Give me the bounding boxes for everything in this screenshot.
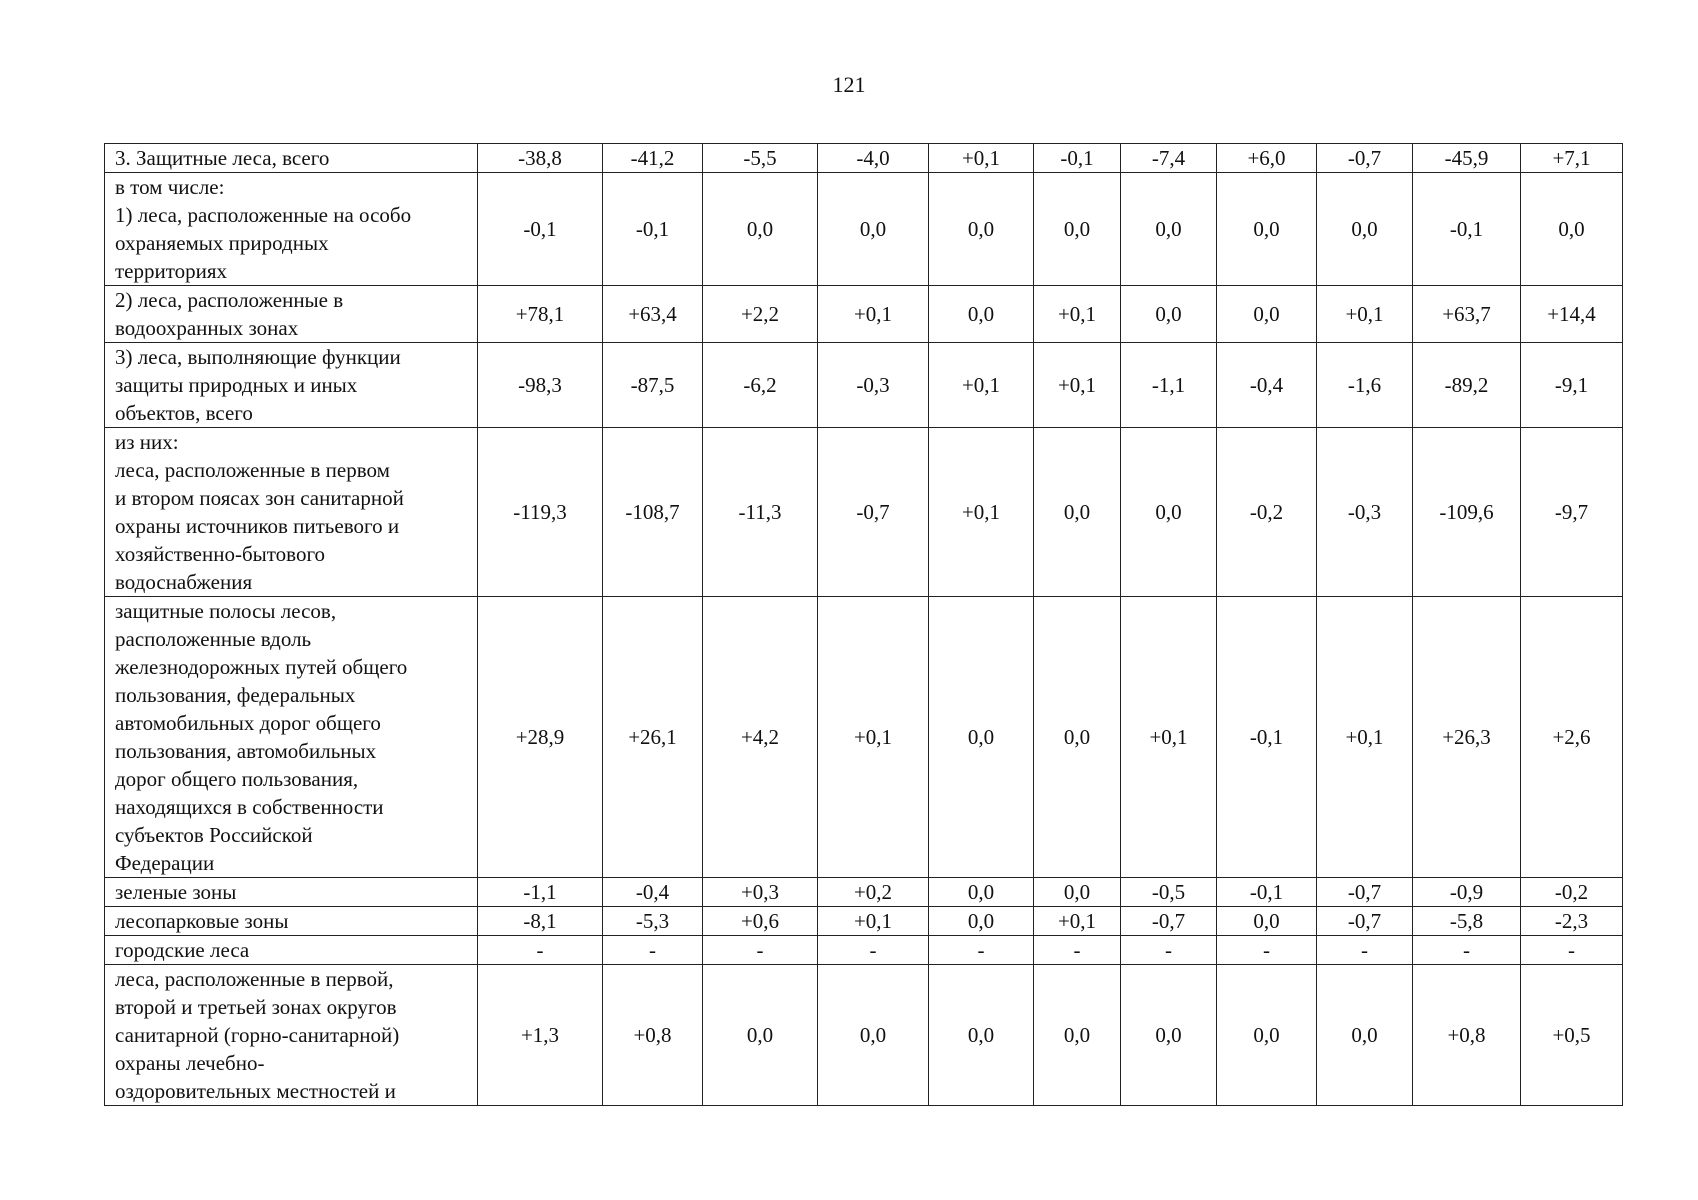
value-cell: -9,7 — [1521, 428, 1623, 597]
value-cell: -0,4 — [603, 878, 703, 907]
value-cell: +0,8 — [1413, 965, 1521, 1106]
row-label-line: защиты природных и иных — [115, 373, 358, 397]
value-cell: 0,0 — [818, 173, 929, 286]
value-cell: -87,5 — [603, 343, 703, 428]
value-cell: -8,1 — [478, 907, 603, 936]
value-cell: 0,0 — [1121, 428, 1217, 597]
value-cell: +6,0 — [1217, 144, 1317, 173]
row-label-line: 3. Защитные леса, всего — [115, 146, 330, 170]
value-cell: - — [1317, 936, 1413, 965]
row-label — [105, 907, 478, 936]
row-label-line: Федерации — [115, 851, 215, 875]
value-cell: -0,9 — [1413, 878, 1521, 907]
row-label-line: охраны лечебно- — [115, 1051, 265, 1075]
row-label-line: 3) леса, выполняющие функции — [115, 345, 401, 369]
value-cell: -0,2 — [1521, 878, 1623, 907]
value-cell: - — [603, 936, 703, 965]
value-cell: +14,4 — [1521, 286, 1623, 343]
table-row — [105, 286, 1623, 343]
row-label-line: хозяйственно-бытового — [115, 542, 326, 566]
row-label-line: 2) леса, расположенные в — [115, 288, 344, 312]
value-cell: +0,6 — [703, 907, 818, 936]
value-cell: -0,7 — [1317, 878, 1413, 907]
value-cell: +26,1 — [603, 597, 703, 878]
row-label-line: второй и третьей зонах округов — [115, 995, 397, 1019]
value-cell: 0,0 — [1034, 878, 1121, 907]
row-label-line: железнодорожных путей общего — [115, 655, 408, 679]
row-label-line: водоснабжения — [115, 570, 253, 594]
value-cell: -89,2 — [1413, 343, 1521, 428]
value-cell: -0,5 — [1121, 878, 1217, 907]
value-cell: +28,9 — [478, 597, 603, 878]
row-label-line: расположенные вдоль — [115, 627, 312, 651]
value-cell: -1,1 — [1121, 343, 1217, 428]
value-cell: 0,0 — [1034, 428, 1121, 597]
table-row — [105, 343, 1623, 428]
value-cell: +0,3 — [703, 878, 818, 907]
table-row — [105, 965, 1623, 1106]
value-cell: - — [1034, 936, 1121, 965]
value-cell: 0,0 — [1217, 173, 1317, 286]
row-label-line: леса, расположенные в первой, — [115, 967, 394, 991]
value-cell: -0,7 — [1317, 144, 1413, 173]
value-cell: - — [1413, 936, 1521, 965]
value-cell: -0,1 — [1217, 597, 1317, 878]
value-cell: - — [1217, 936, 1317, 965]
table-row — [105, 878, 1623, 907]
value-cell: 0,0 — [929, 286, 1034, 343]
value-cell: +2,2 — [703, 286, 818, 343]
value-cell: 0,0 — [1217, 965, 1317, 1106]
table-row — [105, 428, 1623, 597]
page-number: 121 — [832, 72, 866, 97]
value-cell: - — [818, 936, 929, 965]
row-label — [105, 965, 478, 1106]
row-label-line: лесопарковые зоны — [115, 909, 289, 933]
value-cell: -7,4 — [1121, 144, 1217, 173]
table-row — [105, 597, 1623, 878]
row-label-line: объектов, всего — [115, 401, 253, 425]
row-label-line: леса, расположенные в первом — [115, 458, 390, 482]
value-cell: 0,0 — [929, 173, 1034, 286]
value-cell: +4,2 — [703, 597, 818, 878]
value-cell: +0,5 — [1521, 965, 1623, 1106]
value-cell: 0,0 — [1121, 965, 1217, 1106]
value-cell: -108,7 — [603, 428, 703, 597]
value-cell: -0,7 — [818, 428, 929, 597]
row-label — [105, 428, 478, 597]
row-label-line: пользования, федеральных — [115, 683, 356, 707]
row-label — [105, 286, 478, 343]
value-cell: -109,6 — [1413, 428, 1521, 597]
value-cell: +7,1 — [1521, 144, 1623, 173]
row-label-line: из них: — [115, 430, 179, 454]
value-cell: +1,3 — [478, 965, 603, 1106]
table-body — [105, 144, 1623, 1106]
value-cell: +26,3 — [1413, 597, 1521, 878]
value-cell: +0,1 — [929, 144, 1034, 173]
value-cell: +0,1 — [1317, 286, 1413, 343]
row-label-line: пользования, автомобильных — [115, 739, 377, 763]
value-cell: - — [1121, 936, 1217, 965]
value-cell: +0,1 — [929, 343, 1034, 428]
value-cell: -38,8 — [478, 144, 603, 173]
value-cell: +0,1 — [1317, 597, 1413, 878]
value-cell: -98,3 — [478, 343, 603, 428]
value-cell: 0,0 — [1217, 907, 1317, 936]
value-cell: +0,1 — [818, 907, 929, 936]
value-cell: -2,3 — [1521, 907, 1623, 936]
value-cell: -5,5 — [703, 144, 818, 173]
value-cell: 0,0 — [1317, 173, 1413, 286]
value-cell: -4,0 — [818, 144, 929, 173]
row-label-line: водоохранных зонах — [115, 316, 299, 340]
value-cell: -11,3 — [703, 428, 818, 597]
row-label-line: 1) леса, расположенные на особо — [115, 203, 412, 227]
value-cell: -6,2 — [703, 343, 818, 428]
row-label — [105, 878, 478, 907]
value-cell: +78,1 — [478, 286, 603, 343]
value-cell: +0,2 — [818, 878, 929, 907]
value-cell: 0,0 — [929, 878, 1034, 907]
row-label-line: защитные полосы лесов, — [115, 599, 337, 623]
row-label-line: в том числе: — [115, 175, 225, 199]
value-cell: 0,0 — [703, 173, 818, 286]
row-label-line: субъектов Российской — [115, 823, 313, 847]
value-cell: 0,0 — [703, 965, 818, 1106]
value-cell: - — [478, 936, 603, 965]
row-label — [105, 343, 478, 428]
row-label-line: находящихся в собственности — [115, 795, 384, 819]
value-cell: 0,0 — [1121, 173, 1217, 286]
value-cell: -0,7 — [1317, 907, 1413, 936]
row-label-line: охраняемых природных — [115, 231, 329, 255]
row-label — [105, 936, 478, 965]
row-label-line: охраны источников питьевого и — [115, 514, 400, 538]
value-cell: 0,0 — [929, 907, 1034, 936]
value-cell: -0,1 — [478, 173, 603, 286]
value-cell: 0,0 — [818, 965, 929, 1106]
value-cell: -1,1 — [478, 878, 603, 907]
value-cell: 0,0 — [1034, 173, 1121, 286]
row-label-line: территориях — [115, 259, 228, 283]
value-cell: -5,3 — [603, 907, 703, 936]
value-cell: +0,1 — [818, 286, 929, 343]
value-cell: -41,2 — [603, 144, 703, 173]
row-label-line: городские леса — [115, 938, 250, 962]
value-cell: -9,1 — [1521, 343, 1623, 428]
value-cell: 0,0 — [929, 597, 1034, 878]
value-cell: -0,1 — [603, 173, 703, 286]
row-label-line: автомобильных дорог общего — [115, 711, 381, 735]
value-cell: 0,0 — [1034, 965, 1121, 1106]
row-label-line: дорог общего пользования, — [115, 767, 359, 791]
value-cell: +0,1 — [818, 597, 929, 878]
value-cell: - — [929, 936, 1034, 965]
value-cell: -0,4 — [1217, 343, 1317, 428]
value-cell: +0,1 — [1034, 343, 1121, 428]
value-cell: - — [1521, 936, 1623, 965]
value-cell: +0,1 — [929, 428, 1034, 597]
value-cell: -45,9 — [1413, 144, 1521, 173]
value-cell: 0,0 — [1121, 286, 1217, 343]
value-cell: 0,0 — [1034, 597, 1121, 878]
value-cell: -5,8 — [1413, 907, 1521, 936]
row-label-line: оздоровительных местностей и — [115, 1079, 396, 1103]
value-cell: -0,1 — [1034, 144, 1121, 173]
value-cell: 0,0 — [1317, 965, 1413, 1106]
value-cell: +63,7 — [1413, 286, 1521, 343]
table-row — [105, 144, 1623, 173]
value-cell: -0,1 — [1413, 173, 1521, 286]
value-cell: -0,3 — [1317, 428, 1413, 597]
row-label — [105, 144, 478, 173]
value-cell: -0,1 — [1217, 878, 1317, 907]
value-cell: -0,2 — [1217, 428, 1317, 597]
value-cell: -119,3 — [478, 428, 603, 597]
data-table — [104, 143, 1623, 1106]
value-cell: 0,0 — [929, 965, 1034, 1106]
value-cell: - — [703, 936, 818, 965]
value-cell: +2,6 — [1521, 597, 1623, 878]
value-cell: -1,6 — [1317, 343, 1413, 428]
value-cell: +0,1 — [1034, 907, 1121, 936]
table-row — [105, 173, 1623, 286]
value-cell: -0,7 — [1121, 907, 1217, 936]
value-cell: 0,0 — [1217, 286, 1317, 343]
value-cell: +0,1 — [1121, 597, 1217, 878]
table-row — [105, 907, 1623, 936]
value-cell: +0,8 — [603, 965, 703, 1106]
row-label — [105, 173, 478, 286]
value-cell: 0,0 — [1521, 173, 1623, 286]
row-label — [105, 597, 478, 878]
row-label-line: и втором поясах зон санитарной — [115, 486, 404, 510]
row-label-line: зеленые зоны — [115, 880, 237, 904]
table-row — [105, 936, 1623, 965]
value-cell: -0,3 — [818, 343, 929, 428]
value-cell: +0,1 — [1034, 286, 1121, 343]
value-cell: +63,4 — [603, 286, 703, 343]
row-label-line: санитарной (горно-санитарной) — [115, 1023, 400, 1047]
